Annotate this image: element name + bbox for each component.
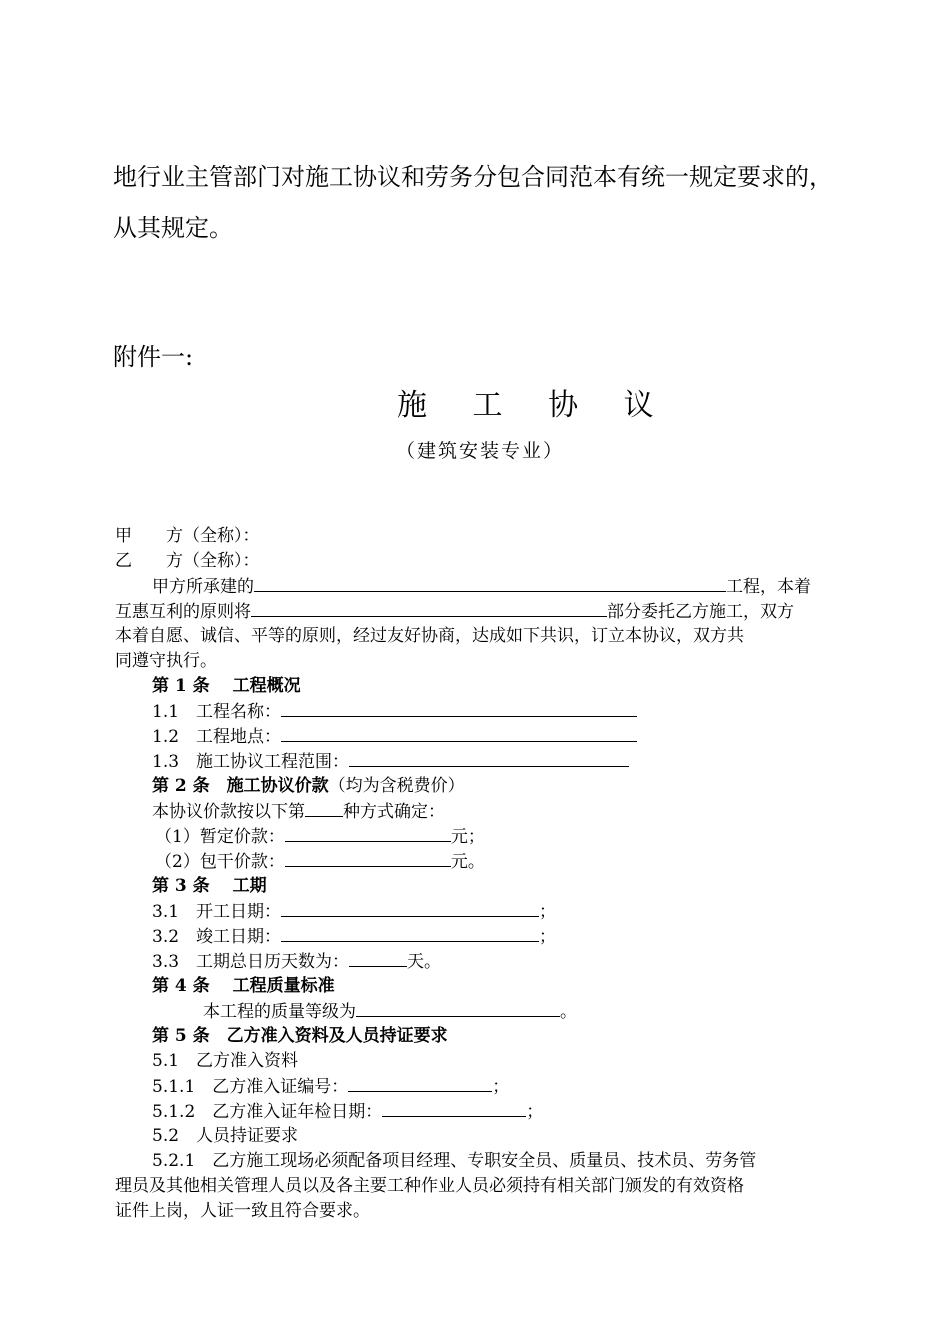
- article-3-item-1: [152, 901, 556, 922]
- preamble-text: 互惠互利的原则将: [115, 602, 251, 622]
- document-title: 施 工 协 议: [397, 388, 672, 423]
- article-3-item-2: [152, 926, 556, 947]
- article-5-sub-2: 5.2 人员持证要求: [152, 1126, 299, 1146]
- party-a-label: 甲 方（全称）：: [115, 526, 260, 546]
- item-end: ；: [539, 927, 557, 947]
- article-1-heading: 第 1 条 工程概况: [152, 676, 301, 696]
- article-5-item-1-2: [152, 1101, 543, 1122]
- access-cert-number-field[interactable]: [348, 1076, 492, 1092]
- option-label: （1）暂定价款：: [155, 827, 285, 847]
- article-4-line: [203, 1001, 577, 1022]
- article-3-item-3: [152, 951, 441, 972]
- article-5-item-2-1-line-3: 证件上岗，人证一致且符合要求。: [115, 1201, 370, 1221]
- intro-line-1: 地行业主管部门对施工协议和劳务分包合同范本有统一规定要求的，: [113, 163, 833, 191]
- preamble-line-2: [115, 601, 794, 622]
- article-2-title: 第 2 条 施工协议价款: [152, 776, 329, 796]
- item-end: 天。: [407, 952, 442, 972]
- lump-sum-price-field[interactable]: [285, 851, 451, 867]
- article-5-heading: 第 5 条 乙方准入资料及人员持证要求: [152, 1026, 448, 1046]
- article-1-item-1: [152, 701, 637, 722]
- item-label: 3.3 工期总日历天数为：: [152, 952, 350, 972]
- project-location-field[interactable]: [281, 726, 637, 742]
- intro-line-2: 从其规定。: [113, 214, 233, 242]
- preamble-text: 甲方所承建的: [152, 577, 254, 597]
- item-end: ；: [492, 1077, 510, 1097]
- article-2-option-2: [155, 851, 485, 872]
- project-name-blank[interactable]: [254, 576, 726, 592]
- article-1-item-3: [152, 751, 629, 772]
- article-4-heading: 第 4 条 工程质量标准: [152, 976, 335, 996]
- start-date-field[interactable]: [281, 901, 539, 917]
- option-label: （2）包干价款：: [155, 852, 285, 872]
- item-label: 1.2 工程地点：: [152, 727, 282, 747]
- annual-inspection-date-field[interactable]: [382, 1101, 526, 1117]
- completion-date-field[interactable]: [281, 926, 539, 942]
- item-label: 3.1 开工日期：: [152, 902, 282, 922]
- article-5-sub-1: 5.1 乙方准入资料: [152, 1051, 299, 1071]
- line-text: 本协议价款按以下第: [152, 802, 305, 822]
- item-end: ；: [539, 902, 557, 922]
- item-label: 5.1.1 乙方准入证编号：: [152, 1077, 349, 1097]
- party-b-label: 乙 方（全称）：: [115, 551, 260, 571]
- article-2-line-1: [152, 801, 445, 822]
- preamble-line-1: [152, 576, 811, 597]
- line-text: 。: [560, 1002, 577, 1022]
- option-unit: 元；: [450, 827, 485, 847]
- article-5-item-2-1-line-1: 5.2.1 乙方施工现场必须配备项目经理、专职安全员、质量员、技术员、劳务管: [152, 1151, 757, 1171]
- project-name-field[interactable]: [281, 701, 637, 717]
- method-number-field[interactable]: [305, 801, 343, 817]
- article-2-note: （均为含税费价）: [328, 776, 465, 796]
- article-2-heading: [152, 776, 465, 796]
- article-2-option-1: [155, 826, 485, 847]
- document-subtitle: （建筑安装专业）: [396, 440, 565, 462]
- item-label: 5.1.2 乙方准入证年检日期：: [152, 1102, 383, 1122]
- preamble-text: 部分委托乙方施工，双方: [607, 602, 794, 622]
- line-text: 种方式确定：: [343, 802, 445, 822]
- article-1-item-2: [152, 726, 637, 747]
- item-label: 3.2 竣工日期：: [152, 927, 282, 947]
- article-3-heading: 第 3 条 工期: [152, 876, 267, 896]
- preamble-text: 工程，本着: [726, 577, 811, 597]
- attachment-label: 附件一:: [113, 343, 194, 371]
- item-label: 1.3 施工协议工程范围：: [152, 752, 350, 772]
- item-end: ；: [526, 1102, 544, 1122]
- option-unit: 元。: [450, 852, 485, 872]
- project-scope-field[interactable]: [349, 751, 629, 767]
- line-text: 本工程的质量等级为: [203, 1002, 356, 1022]
- article-5-item-2-1-line-2: 理员及其他相关管理人员以及各主要工种作业人员必须持有相关部门颁发的有效资格: [115, 1176, 744, 1196]
- quality-grade-field[interactable]: [356, 1001, 560, 1017]
- article-5-item-1-1: [152, 1076, 509, 1097]
- entrusted-part-blank[interactable]: [251, 601, 607, 617]
- provisional-price-field[interactable]: [285, 826, 451, 842]
- item-label: 1.1 工程名称：: [152, 702, 282, 722]
- total-days-field[interactable]: [349, 951, 407, 967]
- preamble-line-3: 本着自愿、诚信、平等的原则，经过友好协商，达成如下共识，订立本协议，双方共: [115, 626, 744, 646]
- preamble-line-4: 同遵守执行。: [115, 651, 217, 671]
